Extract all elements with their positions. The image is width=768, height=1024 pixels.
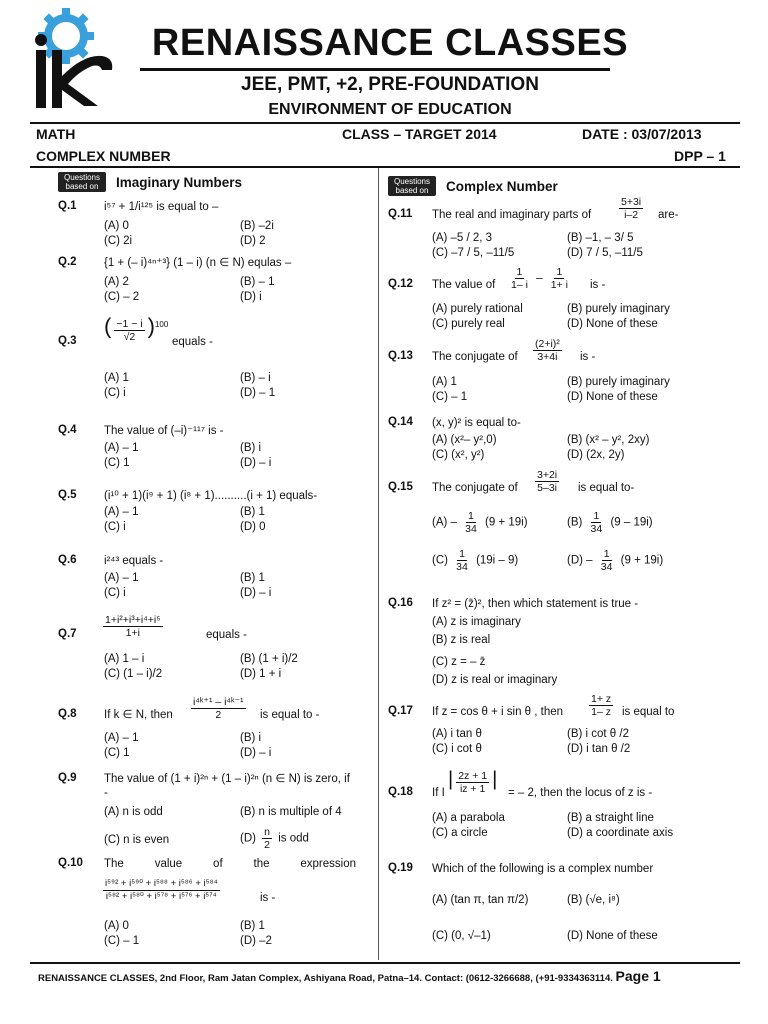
- renaissance-logo: [28, 6, 124, 116]
- tagline: ENVIRONMENT OF EDUCATION: [268, 101, 512, 118]
- question-text-post: is -: [260, 892, 276, 904]
- question-text: The value of (–i)⁻¹¹⁷ is -: [104, 425, 224, 437]
- option-c: (C) i: [104, 521, 126, 533]
- question-text: equals -: [206, 629, 247, 641]
- option-b: (B) – i: [240, 372, 271, 384]
- question-text: Which of the following is a complex number: [432, 863, 654, 875]
- option-d-denominator: 2: [264, 839, 271, 851]
- question-text-pre: The real and imaginary parts of: [432, 209, 592, 221]
- expr-denominator: 1+i: [125, 627, 140, 639]
- expr-numerator: 1+ z: [591, 693, 612, 705]
- question-text-post: is equal to: [622, 706, 675, 718]
- question-text: i²⁴³ equals -: [104, 555, 164, 567]
- option-b: (B) (√e, i⁸): [567, 894, 620, 906]
- question-expression: [616, 196, 646, 221]
- option-a: (A) a parabola: [432, 812, 505, 824]
- option-c-text: (19i – 9): [476, 554, 519, 567]
- question-expression: ( $\frac{-1 - i}{√2}$ )$^{100}$: [104, 313, 169, 343]
- option-a: (A) – 1: [104, 572, 139, 584]
- option-b: (B) i: [240, 732, 262, 744]
- meta-rule-top: [30, 122, 740, 124]
- expr-numerator: 5+3i: [621, 196, 642, 208]
- option-c: (C) z = – z̄: [432, 656, 486, 668]
- subject-label: MATH: [36, 126, 76, 142]
- option-d: (D) z is real or imaginary: [432, 674, 558, 686]
- question-text: If z² = (z̄)², then which statement is true -: [432, 598, 639, 610]
- question-text-post: is equal to-: [578, 482, 635, 494]
- section-header-complex: [388, 176, 558, 196]
- question-text-post: is -: [580, 351, 596, 363]
- option-a: (A) (x²– y²,0): [432, 434, 497, 446]
- question-text-pre: The conjugate of: [432, 351, 518, 363]
- option-d: (D) – 1: [240, 387, 276, 399]
- option-a: (A) 1: [432, 376, 457, 388]
- question-text-post: = – 2, then the locus of z is -: [508, 787, 653, 799]
- question-text-post: is equal to -: [260, 709, 320, 721]
- option-d: (D) 1 + i: [240, 668, 282, 680]
- option-b: (B) purely imaginary: [567, 303, 670, 315]
- question-number: Q.7: [58, 628, 77, 640]
- option-b: (B) i: [240, 442, 262, 454]
- option-d: (D) None of these: [567, 391, 658, 403]
- option-d: (D) i: [240, 291, 262, 303]
- option-c: (C) 2i: [104, 235, 133, 247]
- question-text-pre: If k ∈ N, then: [104, 709, 173, 721]
- expr-power: 100: [154, 320, 169, 329]
- question-text: The value of the expression: [104, 858, 356, 870]
- option-c: (C) i: [104, 387, 126, 399]
- question-text-pre: If z = cos θ + i sin θ , then: [432, 706, 564, 718]
- question-text: (i¹⁰ + 1)(i⁹ + 1) (i⁸ + 1)..........(i + 1) equals-: [104, 490, 318, 502]
- dpp-label: DPP – 1: [674, 148, 726, 164]
- option-d: (D) (2x, 2y): [567, 449, 625, 461]
- option-d: (D) 0: [240, 521, 266, 533]
- question-text-pre: The value of: [432, 279, 496, 291]
- option-d: (D) 2: [240, 235, 266, 247]
- option-d-denominator: 34: [600, 561, 613, 573]
- option-a: (A) – 1: [104, 732, 139, 744]
- option-d: [567, 548, 663, 573]
- option-d-label: (D): [240, 832, 256, 845]
- question-number: Q.11: [388, 208, 413, 220]
- option-a: (A) (tan π, tan π/2): [432, 894, 529, 906]
- option-d: [240, 826, 309, 851]
- page-number: Page 1: [615, 968, 661, 984]
- option-b-label: (B): [567, 516, 583, 529]
- question-text-pre: The conjugate of: [432, 482, 518, 494]
- option-d-numerator: n: [264, 826, 271, 838]
- question-text-pre: If I: [432, 787, 445, 799]
- option-c-numerator: 1: [459, 548, 465, 560]
- option-b: (B) 1: [240, 572, 265, 584]
- option-b: (B) 1: [240, 920, 265, 932]
- option-b-numerator: 1: [593, 510, 600, 522]
- option-d: (D) 7 / 5, –11/5: [567, 247, 643, 259]
- option-d: (D) None of these: [567, 318, 658, 330]
- question-text-post: is -: [590, 279, 606, 291]
- title-underline: [140, 68, 610, 71]
- option-a-denominator: 34: [465, 523, 477, 535]
- option-a: [432, 510, 528, 535]
- option-d-label: (D) –: [567, 554, 593, 567]
- option-a: (A) –5 / 2, 3: [432, 232, 493, 244]
- option-b: (B) i cot θ /2: [567, 728, 629, 740]
- option-c: (C) 1: [104, 457, 130, 469]
- option-a: (A) z is imaginary: [432, 616, 521, 628]
- option-c: (C) – 1: [104, 935, 140, 947]
- expr-denominator: 5–3i: [537, 482, 557, 494]
- questions-badge: Questions based on: [58, 172, 106, 192]
- question-number: Q.14: [388, 416, 413, 428]
- question-number: Q.4: [58, 424, 77, 436]
- option-a: (A) n is odd: [104, 806, 163, 818]
- option-a: (A) i tan θ: [432, 728, 482, 740]
- option-b: [567, 510, 653, 535]
- option-d-numerator: 1: [603, 548, 610, 560]
- expr-denominator: 1– z: [591, 706, 611, 718]
- question-number: Q.6: [58, 554, 77, 566]
- option-d: (D) – i: [240, 587, 272, 599]
- option-b: (B) n is multiple of 4: [240, 806, 342, 818]
- option-c: (C) (x², y²): [432, 449, 485, 461]
- option-c: (C) a circle: [432, 827, 488, 839]
- option-b: (B) (1 + i)/2: [240, 653, 298, 665]
- question-expression: [586, 693, 616, 718]
- option-a: (A) 1: [104, 372, 129, 384]
- option-d: (D) – i: [240, 457, 272, 469]
- question-expression: [100, 878, 223, 903]
- option-a-label: (A) –: [432, 516, 457, 529]
- expr-denominator: 3+4i: [537, 351, 558, 363]
- question-number: Q.17: [388, 705, 413, 717]
- question-number: Q.19: [388, 862, 413, 874]
- meta-rule-bottom: [30, 166, 740, 168]
- section-title-complex: Complex Number: [446, 178, 558, 194]
- option-b: (B) –1, – 3/ 5: [567, 232, 634, 244]
- question-text: equals -: [172, 336, 213, 348]
- option-a: (A) purely rational: [432, 303, 523, 315]
- option-b: (B) a straight line: [567, 812, 654, 824]
- option-d: (D) –2: [240, 935, 272, 947]
- question-number: Q.10: [58, 857, 83, 869]
- institute-title: RENAISSANCE CLASSES: [151, 22, 629, 64]
- option-d: (D) i tan θ /2: [567, 743, 631, 755]
- expr-denominator: 1+ i: [550, 279, 568, 291]
- expr-numerator: −1 − i: [116, 318, 143, 330]
- question-number: Q.1: [58, 200, 77, 212]
- question-expression: $\frac{1}{1- i}$ – $\frac{1}{1+ i}$: [511, 266, 568, 291]
- question-number: Q.12: [388, 278, 413, 290]
- expr-numerator: 3+2i: [537, 469, 558, 481]
- expr-numerator: 2z + 1: [458, 770, 488, 782]
- expr-numerator: 1: [516, 266, 523, 278]
- option-b: (B) –2i: [240, 220, 274, 232]
- expr-denominator: iz + 1: [459, 783, 486, 795]
- option-b-denominator: 34: [590, 523, 603, 535]
- option-c: (C) n is even: [104, 834, 170, 846]
- question-number: Q.16: [388, 597, 413, 609]
- column-divider: [378, 168, 379, 960]
- courses-subtitle: JEE, PMT, +2, PRE-FOUNDATION: [241, 74, 539, 95]
- option-a: (A) – 1: [104, 506, 139, 518]
- option-c: (C) (0, √–1): [432, 930, 491, 942]
- expr-denominator: √2: [123, 331, 136, 343]
- option-b: (B) 1: [240, 506, 265, 518]
- topic-label: COMPLEX NUMBER: [36, 148, 171, 164]
- option-a-text: (9 + 19i): [485, 516, 528, 529]
- option-c-denominator: 34: [456, 561, 468, 573]
- question-number: Q.3: [58, 335, 77, 347]
- option-d-text: is odd: [278, 832, 309, 845]
- question-text: i⁵⁷ + 1/i¹²⁵ is equal to –: [104, 201, 219, 213]
- option-b: (B) – 1: [240, 276, 275, 288]
- question-number: Q.9: [58, 772, 77, 784]
- question-number: Q.15: [388, 481, 413, 493]
- option-a: (A) – 1: [104, 442, 139, 454]
- expr-denominator: i⁵⁸² + i⁵⁸⁰ + i⁵⁷⁸ + i⁵⁷⁶ + i⁵⁷⁴: [105, 891, 217, 902]
- option-d: (D) – i: [240, 747, 272, 759]
- footer-rule: [30, 962, 740, 964]
- expr-numerator: 1+i²+i³+i⁴+i⁵: [105, 614, 161, 626]
- footer-address: RENAISSANCE CLASSES, 2nd Floor, Ram Jatan Complex, Ashiyana Road, Patna–14. Contact: (0612-3266688, (+91-9334363114.: [38, 973, 613, 984]
- option-a: (A) 1 – i: [104, 653, 145, 665]
- option-a: (A) 2: [104, 276, 129, 288]
- question-expression: [530, 338, 565, 363]
- option-b: (B) (x² – y², 2xy): [567, 434, 650, 446]
- option-c: [432, 548, 518, 573]
- question-text: {1 + (– i)⁴ⁿ⁺³} (1 – i) (n ∈ N) equlas –: [104, 257, 292, 269]
- option-c-label: (C): [432, 554, 448, 567]
- expr-numerator: (2+i)²: [535, 338, 560, 350]
- footer: [38, 968, 738, 984]
- section-title-imaginary: Imaginary Numbers: [116, 174, 243, 190]
- option-c: (C) purely real: [432, 318, 505, 330]
- questions-badge: Questions based on: [388, 176, 436, 196]
- question-number: Q.5: [58, 489, 77, 501]
- option-a: (A) 0: [104, 920, 129, 932]
- question-text: The value of (1 + i)²ⁿ + (1 – i)²ⁿ (n ∈ N) is zero, if -: [104, 773, 350, 799]
- option-c: (C) – 1: [432, 391, 468, 403]
- question-number: Q.13: [388, 350, 413, 362]
- option-a-numerator: 1: [468, 510, 474, 522]
- option-c: (C) (1 – i)/2: [104, 668, 163, 680]
- question-expression: [100, 614, 166, 639]
- option-c: (C) i: [104, 587, 126, 599]
- question-expression: [532, 469, 562, 494]
- option-d: (D) a coordinate axis: [567, 827, 674, 839]
- question-number: Q.18: [388, 786, 413, 798]
- option-b: (B) purely imaginary: [567, 376, 670, 388]
- expr-numerator: 1: [556, 266, 563, 278]
- option-c: (C) –7 / 5, –11/5: [432, 247, 515, 259]
- question-text: (x, y)² is equal to-: [432, 417, 521, 429]
- question-number: Q.2: [58, 256, 77, 268]
- question-number: Q.8: [58, 708, 77, 720]
- expr-numerator: i⁴ᵏ⁺¹ – i⁴ᵏ⁻¹: [193, 696, 244, 708]
- expr-denominator: i–2: [624, 209, 639, 221]
- option-a: (A) 0: [104, 220, 129, 232]
- expr-numerator: i⁵⁹² + i⁵⁹⁰ + i⁵⁸⁸ + i⁵⁸⁶ + i⁵⁸⁴: [105, 878, 218, 889]
- question-text-post: are-: [658, 209, 679, 221]
- date-label: DATE : 03/07/2013: [582, 126, 702, 142]
- expr-denominator: 1– i: [511, 279, 528, 291]
- expr-denominator: 2: [215, 709, 222, 721]
- option-c: (C) 1: [104, 747, 130, 759]
- option-b: (B) z is real: [432, 634, 491, 646]
- class-label: CLASS – TARGET 2014: [342, 126, 497, 142]
- option-c: (C) – 2: [104, 291, 140, 303]
- option-d: (D) None of these: [567, 930, 658, 942]
- option-c: (C) i cot θ: [432, 743, 482, 755]
- section-header-imaginary: [58, 172, 242, 192]
- question-expression: [188, 696, 249, 721]
- option-d-text: (9 + 19i): [620, 554, 664, 567]
- option-b-text: (9 – 19i): [610, 516, 653, 529]
- question-expression: | $\frac{2z + 1}{iz + 1}$ |: [448, 768, 498, 795]
